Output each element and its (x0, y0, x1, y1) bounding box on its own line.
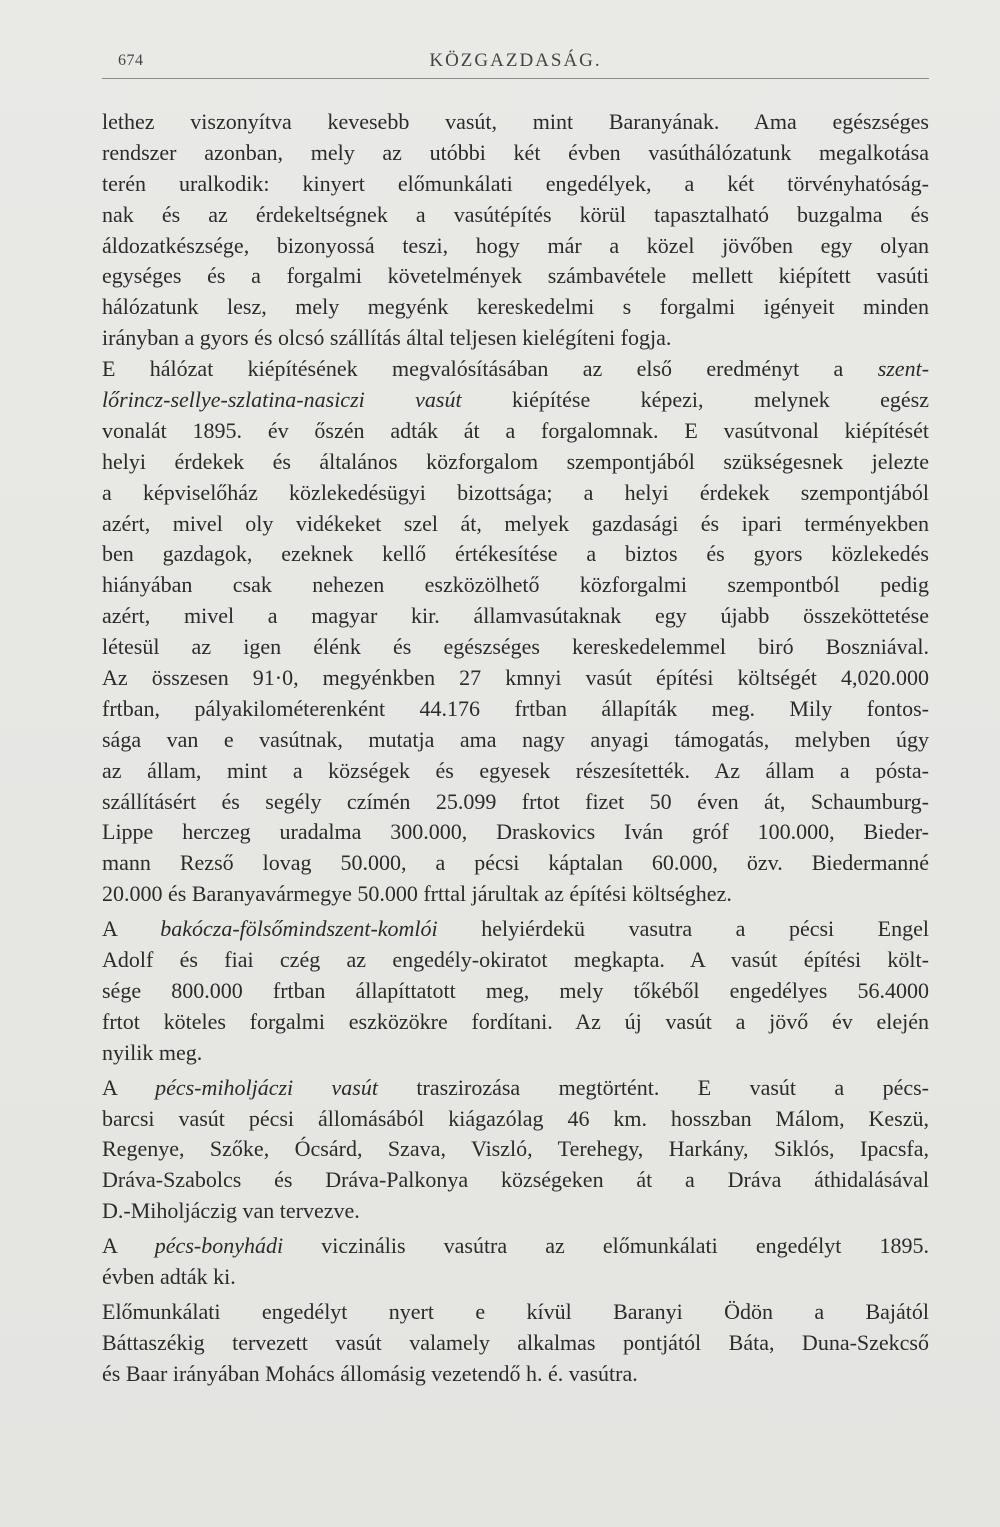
railway-name: pécs-miholjáczi vasút (155, 1074, 378, 1100)
text-line: A pécs-bonyhádi viczinális vasútra az előmunkálati engedélyt 1895. (102, 1233, 929, 1259)
text-line: D.-Miholjáczig van tervezve. (102, 1198, 360, 1224)
text-line: áldozatkészsége, bizonyossá teszi, hogy már a közel jövőben egy olyan (102, 232, 929, 258)
text-line: évben adták ki. (102, 1263, 236, 1289)
railway-name: pécs-bonyhádi (154, 1233, 284, 1259)
text-line: rendszer azonban, mely az utóbbi két évben vasúthálózatunk megalkotása (102, 139, 929, 165)
text-line: frtot köteles forgalmi eszközökre fordítani. Az új vasút a jövő év elején (102, 1008, 929, 1034)
text-line: Lippe herczeg uradalma 300.000, Draskovics Iván gróf 100.000, Bieder- (102, 819, 929, 845)
text-line: nak és az érdekeltségnek a vasútépítés körül tapasztalható buzgalma és (102, 201, 929, 227)
text-line: A bakócza-fölsőmindszent-komlói helyiérdekü vasutra a pécsi Engel (102, 916, 930, 942)
page-number: 674 (118, 52, 144, 69)
text-line: létesül az igen élénk és egészséges kereskedelemmel biró Boszniával. (102, 634, 929, 660)
text-line: hálózatunk lesz, mely megyénk kereskedelmi s forgalmi igényeit minden (102, 294, 929, 320)
text-line: Regenye, Szőke, Ócsárd, Szava, Viszló, Terehegy, Harkány, Siklós, Ipacsfa, (102, 1136, 929, 1162)
text-line: 20.000 és Baranyavármegye 50.000 frttal járultak az építési költséghez. (102, 881, 732, 907)
text-line: és Baar irányában Mohács állomásig vezetendő h. é. vasútra. (102, 1360, 638, 1386)
text-line: nyilik meg. (102, 1039, 203, 1065)
text-line: barcsi vasút pécsi állomásából kiágazólag 46 km. hosszban Málom, Keszü, (102, 1105, 929, 1131)
text-line: irányban a gyors és olcsó szállítás által teljesen kielégíteni fogja. (102, 325, 672, 351)
text-line: azért, mivel a magyar kir. államvasútaknak egy újabb összeköttetése (102, 603, 929, 629)
text-line: frtban, pályakilométerenként 44.176 frtban állapíták meg. Mily fontos- (102, 695, 929, 721)
text-line: a képviselőház közlekedésügyi bizottsága; a helyi érdekek szempontjából (102, 479, 929, 505)
text-line: ben gazdagok, ezeknek kellő értékesítése a biztos és gyors közlekedés (102, 541, 929, 567)
text-line: Az összesen 91·0, megyénkben 27 kmnyi vasút építési költségét 4,020.000 (102, 665, 929, 691)
text-line: szállításért és segély czímén 25.099 frtot fizet 50 éven át, Schaumburg- (102, 788, 929, 814)
text-line: Dráva-Szabolcs és Dráva-Palkonya községeken át a Dráva áthidalásával (102, 1167, 929, 1193)
text-line: lőrincz-sellye-szlatina-nasiczi vasút kiépítése képezi, melynek egész (102, 387, 929, 413)
text-line: mann Rezső lovag 50.000, a pécsi káptalan 60.000, özv. Biedermanné (102, 850, 929, 876)
text-line: terén uralkodik: kinyert előmunkálati engedélyek, a két törvényhatóság- (102, 170, 929, 196)
text-line: Adolf és fiai czég az engedély-okiratot megkapta. A vasút építési költ- (102, 947, 929, 973)
text-line: egységes és a forgalmi követelmények számbavétele mellett kiépített vasúti (102, 263, 929, 289)
text-line: hiányában csak nehezen eszközölhető közforgalmi szempontból pedig (102, 572, 929, 598)
railway-name: lőrincz-sellye-szlatina-nasiczi vasút (102, 387, 462, 413)
text-line: A pécs-miholjáczi vasút traszirozása megtörtént. E vasút a pécs- (102, 1074, 929, 1100)
railway-name: bakócza-fölsőmindszent-komlói (160, 916, 438, 942)
text-line: az állam, mint a községek és egyesek részesítették. Az állam a pósta- (102, 757, 929, 783)
text-line: Előmunkálati engedélyt nyert e kívül Baranyi Ödön a Bajától (102, 1298, 929, 1324)
running-header (102, 48, 929, 79)
running-title: KÖZGAZDASÁG. (429, 50, 602, 71)
body-text (102, 107, 929, 1390)
text-line: sága van e vasútnak, mutatja ama nagy anyagi támogatás, melyben úgy (102, 726, 929, 752)
text-line: Báttaszékig tervezett vasút valamely alkalmas pontjától Báta, Duna-Szekcső (102, 1329, 929, 1355)
railway-name: szent- (877, 356, 930, 382)
text-line: vonalát 1895. év őszén adták át a forgalomnak. E vasútvonal kiépítését (102, 417, 929, 443)
text-line: helyi érdekek és általános közforgalom szempontjából szükségesnek jelezte (102, 448, 929, 474)
text-line: E hálózat kiépítésének megvalósításában az első eredményt a szent- (102, 356, 930, 382)
text-line: sége 800.000 frtban állapíttatott meg, mely tőkéből engedélyes 56.4000 (102, 977, 929, 1003)
text-line: lethez viszonyítva kevesebb vasút, mint Baranyának. Ama egészséges (102, 109, 929, 134)
text-line: azért, mivel oly vidékeket szel át, melyek gazdasági és ipari terményekben (102, 510, 929, 536)
